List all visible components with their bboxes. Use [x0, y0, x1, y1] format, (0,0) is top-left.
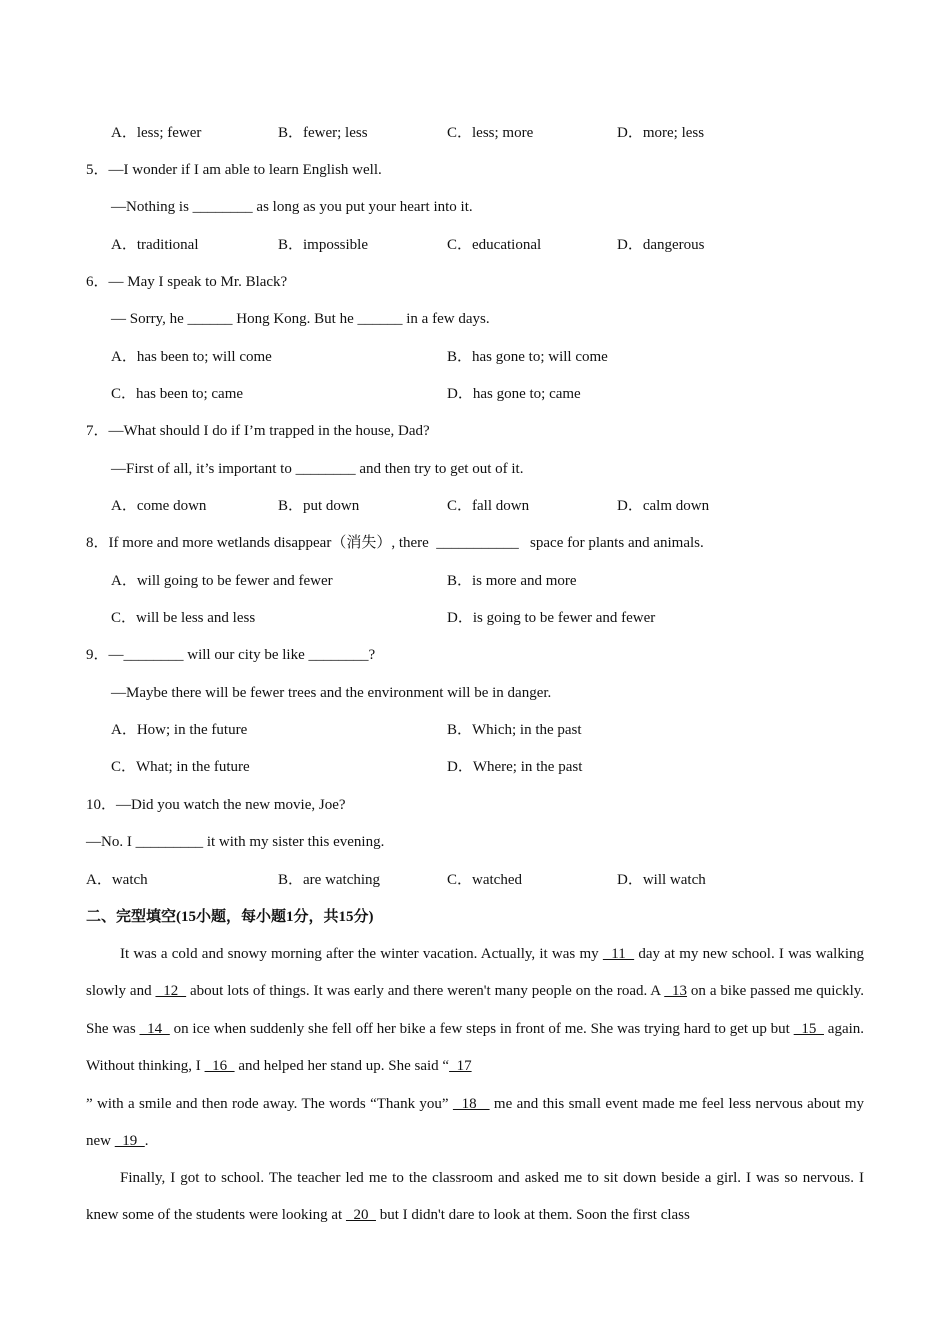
- blank-18: 18: [452, 1095, 490, 1112]
- q8-option-d: D．is going to be fewer and fewer: [447, 610, 656, 626]
- q4-option-a: A．less; fewer: [111, 125, 202, 141]
- q7-option-a: A．come down: [111, 498, 207, 514]
- q7-stem: 7．—What should I do if I’m trapped in the house, Dad?: [86, 423, 430, 439]
- passage-text: but I didn't dare to look at them. Soon the first class: [375, 1207, 690, 1224]
- passage-text: again. Without thinking, I: [86, 1020, 865, 1075]
- q10-option-a: A．watch: [86, 872, 148, 888]
- q7-response: —First of all, it’s important to ________ and then try to get out of it.: [111, 461, 524, 477]
- section-title-cloze: 二、完型填空(15小题，每小题1分，共15分): [86, 909, 374, 925]
- q7-option-d: D．calm down: [617, 498, 710, 514]
- q6-option-d: D．has gone to; came: [447, 386, 581, 402]
- blank-15: 15: [793, 1020, 824, 1037]
- q6-response: — Sorry, he ______ Hong Kong. But he ______ in a few days.: [111, 311, 490, 327]
- blank-16: 16: [204, 1058, 235, 1075]
- q9-response: —Maybe there will be fewer trees and the environment will be in danger.: [111, 685, 552, 701]
- passage-text: and helped her stand up. She said “: [234, 1058, 450, 1075]
- q5-response: —Nothing is ________ as long as you put your heart into it.: [111, 199, 473, 215]
- q4-option-b: B．fewer; less: [278, 125, 368, 141]
- passage-text: .: [144, 1133, 149, 1150]
- q6-option-b: B．has gone to; will come: [447, 349, 608, 365]
- q5-option-a: A．traditional: [111, 237, 199, 253]
- q9-option-d: D．Where; in the past: [447, 759, 583, 775]
- q7-option-c: C．fall down: [447, 498, 530, 514]
- blank-17: 17: [449, 1058, 472, 1075]
- q8-stem: 8．If more and more wetlands disappear（消失）, there ___________ space for plants and animals.: [86, 535, 704, 551]
- q9-stem: 9．—________ will our city be like ________?: [86, 647, 376, 663]
- q6-option-a: A．has been to; will come: [111, 349, 272, 365]
- q5-stem: 5．—I wonder if I am able to learn English well.: [86, 162, 382, 178]
- blank-11: 11: [602, 946, 635, 962]
- blank-12: 12: [155, 983, 187, 1000]
- q10-response: —No. I _________ it with my sister this evening.: [86, 834, 385, 850]
- passage-text: ” with a smile and then rode away. The words “Thank you”: [86, 1095, 453, 1112]
- q8-option-a: A．will going to be fewer and fewer: [111, 573, 333, 589]
- passage-text: It was a cold and snowy morning after the winter vacation. Actually, it was my: [120, 946, 603, 962]
- q6-stem: 6．— May I speak to Mr. Black?: [86, 274, 288, 290]
- q9-option-c: C．What; in the future: [111, 759, 250, 775]
- passage-text: Finally, I got to school. The teacher led me to the classroom and asked me to sit down beside a girl. I was so nervous. I knew some of the students were looking at: [86, 1170, 864, 1224]
- q5-option-d: D．dangerous: [617, 237, 705, 253]
- q9-option-a: A．How; in the future: [111, 722, 248, 738]
- q10-option-c: C．watched: [447, 872, 522, 888]
- q7-option-b: B．put down: [278, 498, 360, 514]
- q10-stem: 10．—Did you watch the new movie, Joe?: [86, 797, 346, 813]
- q8-option-c: C．will be less and less: [111, 610, 256, 626]
- passage-paragraph-1: [86, 936, 864, 1160]
- q10-option-b: B．are watching: [278, 872, 381, 888]
- passage-text: about lots of things. It was early and there weren't many people on the road. A: [186, 983, 665, 1000]
- q5-option-b: B．impossible: [278, 237, 369, 253]
- q8-option-b: B．is more and more: [447, 573, 577, 589]
- passage-text: on a bike passed me quickly. She was: [86, 983, 865, 1037]
- blank-19: 19: [114, 1133, 145, 1150]
- passage-text: me and this small event made me feel less nervous about my new: [86, 1095, 865, 1150]
- q4-option-d: D．more; less: [617, 125, 705, 141]
- passage-text: on ice when suddenly she fell off her bike a few steps in front of me. She was trying hard to get up but: [169, 1020, 794, 1037]
- q4-option-c: C．less; more: [447, 125, 534, 141]
- q9-option-b: B．Which; in the past: [447, 722, 582, 738]
- q6-option-c: C．has been to; came: [111, 386, 244, 402]
- q10-option-d: D．will watch: [617, 872, 706, 888]
- blank-20: 20: [345, 1207, 376, 1224]
- q5-option-c: C．educational: [447, 237, 542, 253]
- blank-14: 14: [139, 1020, 170, 1037]
- passage-text: day at my new school. I was walking slowly and: [86, 946, 864, 1000]
- blank-13: 13: [664, 983, 688, 1000]
- passage-paragraph-2: [86, 1160, 864, 1235]
